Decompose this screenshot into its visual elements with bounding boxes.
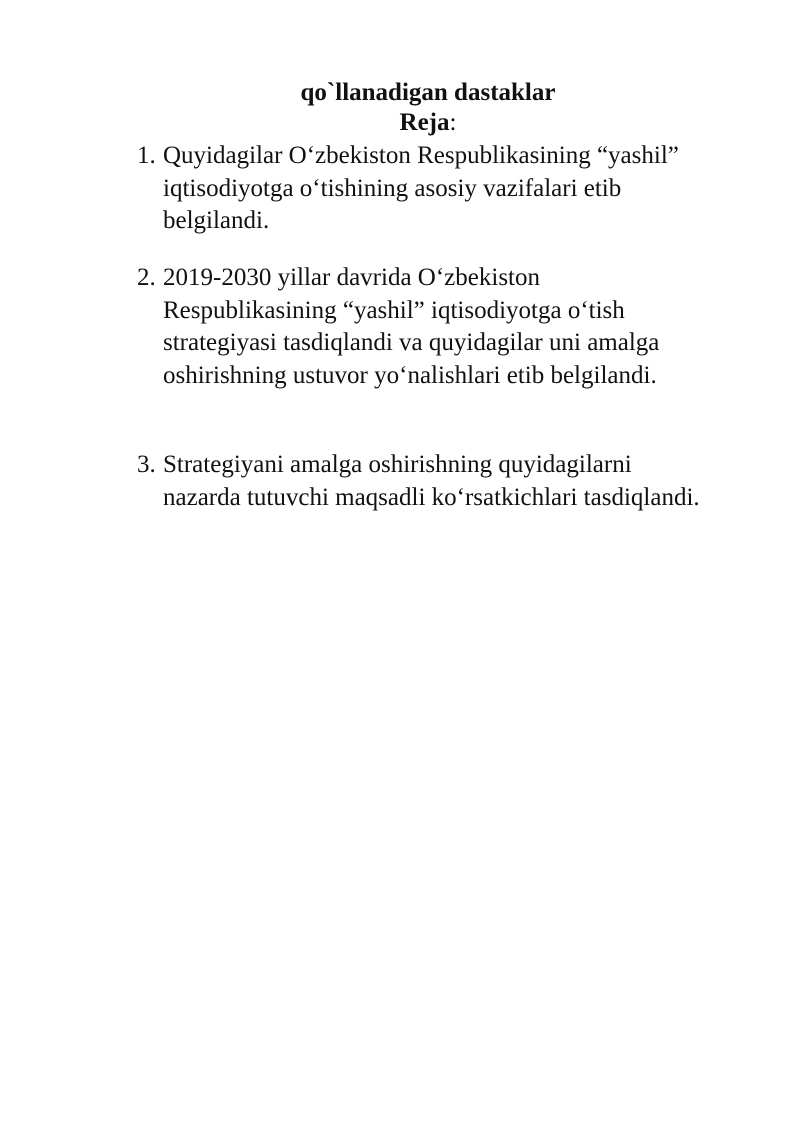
plan-item-text: Quyidagilar O‘zbekiston Respublikasining “yashil” iqtisodiyotga o‘tishining asosiy vazifalari etib belgilandi. (163, 142, 679, 234)
plan-heading (0, 108, 800, 138)
plan-item-text: 2019-2030 yillar davrida O‘zbekiston Respublikasining “yashil” iqtisodiyotga o‘tish strategiyasi tasdiqlandi va quyidagilar uni amalga oshirishning ustuvor yo‘nalishlari etib belgilandi. (163, 264, 660, 389)
plan-item-number: 1. (137, 142, 156, 169)
plan-item-3 (137, 449, 777, 514)
plan-item-2 (137, 262, 777, 392)
plan-heading-label: Reja (399, 109, 450, 136)
plan-heading-colon: : (449, 109, 457, 136)
document-title: qo`llanadigan dastaklar (300, 79, 556, 106)
plan-item-number: 2. (137, 264, 156, 291)
plan-item-text: Strategiyani amalga oshirishning quyidagilarni nazarda tutuvchi maqsadli ko‘rsatkichlari tasdiqlandi. (163, 451, 700, 511)
plan-item-1 (137, 140, 777, 238)
plan-item-number: 3. (137, 451, 156, 478)
